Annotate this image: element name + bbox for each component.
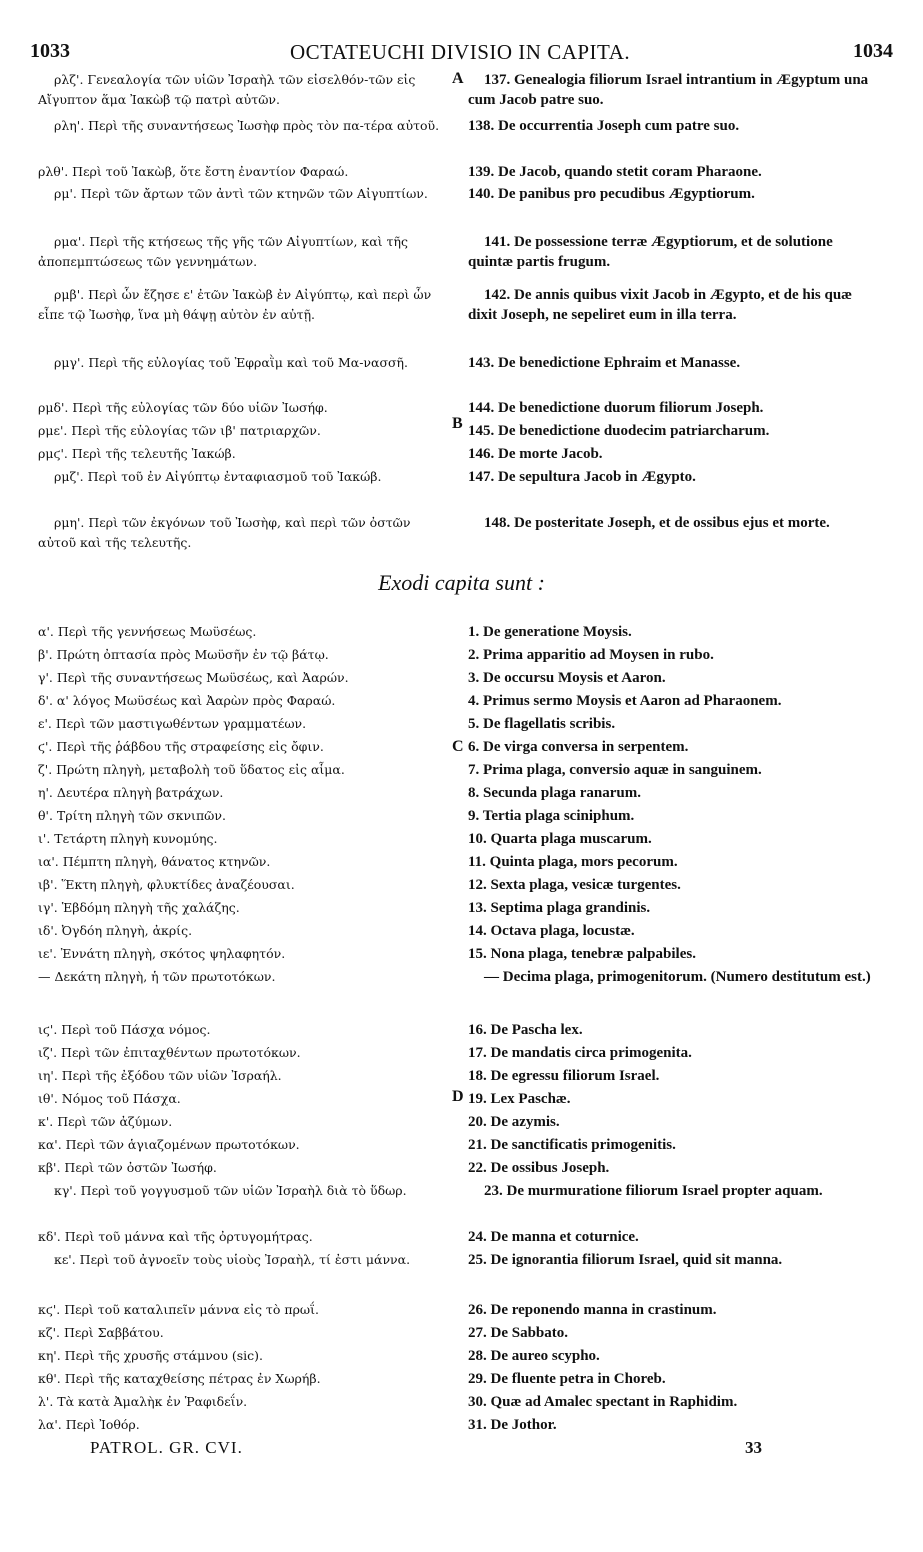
latin-entry: 5. De flagellatis scribis.	[468, 716, 616, 732]
margin-marker-b: B	[452, 415, 463, 432]
latin-entry: 144. De benedictione duorum filiorum Joseph.	[468, 400, 764, 416]
latin-entry: 2. Prima apparitio ad Moysen in rubo.	[468, 647, 714, 663]
greek-entry: κθ'. Περὶ τῆς καταχθείσης πέτρας ἐν Χωρήβ.	[38, 1371, 321, 1386]
latin-entry: 148. De posteritate Joseph, et de ossibus ejus et morte.	[484, 515, 830, 531]
latin-entry: 13. Septima plaga grandinis.	[468, 900, 651, 916]
greek-entry: ιθ'. Νόμος τοῦ Πάσχα.	[38, 1091, 181, 1106]
latin-entry: 21. De sanctificatis primogenitis.	[468, 1137, 676, 1153]
latin-entry: 23. De murmuratione filiorum Israel propter aquam.	[484, 1183, 823, 1199]
latin-entry: 30. Quæ ad Amalec spectant in Raphidim.	[468, 1394, 738, 1410]
latin-entry: 10. Quarta plaga muscarum.	[468, 831, 652, 847]
footer-series: PATROL. GR. CVI.	[90, 1438, 243, 1457]
latin-entry: 1. De generatione Moysis.	[468, 624, 632, 640]
greek-entry: ρλθ'. Περὶ τοῦ Ἰακὼβ, ὅτε ἔστη ἐναντίον Φαραώ.	[38, 164, 349, 179]
greek-entry: ια'. Πέμπτη πληγὴ, θάνατος κτηνῶν.	[38, 854, 271, 869]
greek-entry: ρμβ'. Περὶ ὧν ἔζησε ε' ἐτῶν Ἰακὼβ ἐν Αἰγύπτῳ, καὶ περὶ ὧν εἶπε τῷ Ἰωσὴφ, ἵνα μὴ θάψῃ αὐτὸν ἐν αὐτῇ.	[38, 287, 432, 322]
latin-entry: 142. De annis quibus vixit Jacob in Ægypto, et de his quæ dixit Joseph, ne sepeliret eum in illa terra.	[468, 287, 852, 323]
greek-entry: λα'. Περὶ Ἰοθόρ.	[38, 1417, 140, 1432]
greek-entry: θ'. Τρίτη πληγὴ τῶν σκνιπῶν.	[38, 808, 226, 823]
latin-entry: 137. Genealogia filiorum Israel intrantium in Ægyptum una cum Jacob patre suo.	[468, 72, 869, 108]
greek-entry: ρλζ'. Γενεαλογία τῶν υἱῶν Ἰσραὴλ τῶν εἰσελθόν-τῶν εἰς Αἴγυπτον ἅμα Ἰακὼβ τῷ πατρὶ αὐτῶν.	[38, 72, 416, 107]
latin-entry: 4. Primus sermo Moysis et Aaron ad Pharaonem.	[468, 693, 782, 709]
latin-entry: 6. De virga conversa in serpentem.	[468, 739, 689, 755]
greek-entry: δ'. α' λόγος Μωϋσέως καὶ Ἀαρὼν πρὸς Φαραώ.	[38, 693, 336, 708]
latin-entry: 15. Nona plaga, tenebræ palpabiles.	[468, 946, 696, 962]
greek-entry: ε'. Περὶ τῶν μαστιγωθέντων γραμματέων.	[38, 716, 307, 731]
greek-entry: κβ'. Περὶ τῶν ὀστῶν Ἰωσήφ.	[38, 1160, 217, 1175]
latin-entry: 28. De aureo scypho.	[468, 1348, 600, 1364]
latin-entry: 139. De Jacob, quando stetit coram Pharaone.	[468, 164, 762, 180]
greek-entry: ζ'. Πρώτη πληγὴ, μεταβολὴ τοῦ ὕδατος εἰς αἷμα.	[38, 762, 345, 777]
greek-entry: ϛ'. Περὶ τῆς ῥάβδου τῆς στραφείσης εἰς ὄφιν.	[38, 739, 324, 754]
greek-entry: ρμη'. Περὶ τῶν ἐκγόνων τοῦ Ἰωσὴφ, καὶ περὶ τῶν ὀστῶν αὐτοῦ καὶ τῆς τελευτῆς.	[38, 515, 411, 550]
latin-entry: 143. De benedictione Ephraim et Manasse.	[468, 355, 741, 371]
page-number-right: 1034	[853, 40, 893, 62]
margin-marker-c: C	[452, 738, 464, 755]
latin-entry: 18. De egressu filiorum Israel.	[468, 1068, 660, 1084]
greek-entry: κε'. Περὶ τοῦ ἀγνοεῖν τοὺς υἱοὺς Ἰσραὴλ, τί ἐστι μάννα.	[54, 1252, 411, 1267]
greek-entry: ιη'. Περὶ τῆς ἐξόδου τῶν υἱῶν Ἰσραήλ.	[38, 1068, 282, 1083]
greek-entry: ιγ'. Ἑβδόμη πληγὴ τῆς χαλάζης.	[38, 900, 240, 915]
greek-entry: ρμϛ'. Περὶ τῆς τελευτῆς Ἰακώβ.	[38, 446, 236, 461]
greek-entry: λ'. Τὰ κατὰ Ἀμαλὴκ ἐν Ῥαφιδεΐν.	[38, 1394, 248, 1409]
greek-entry: κϛ'. Περὶ τοῦ καταλιπεῖν μάννα εἰς τὸ πρωΐ.	[38, 1302, 319, 1317]
greek-entry: ρμδ'. Περὶ τῆς εὐλογίας τῶν δύο υἱῶν Ἰωσήφ.	[38, 400, 328, 415]
running-title: OCTATEUCHI DIVISIO IN CAPITA.	[290, 40, 631, 64]
greek-entry: κζ'. Περὶ Σαββάτου.	[38, 1325, 164, 1340]
latin-entry: 12. Sexta plaga, vesicæ turgentes.	[468, 877, 681, 893]
latin-entry: 147. De sepultura Jacob in Ægypto.	[468, 469, 696, 485]
greek-entry: ρμγ'. Περὶ τῆς εὐλογίας τοῦ Ἐφραῒμ καὶ τοῦ Μα-νασσῆ.	[54, 355, 409, 370]
greek-entry: α'. Περὶ τῆς γεννήσεως Μωϋσέως.	[38, 624, 257, 639]
page-header	[0, 40, 923, 68]
latin-entry: 27. De Sabbato.	[468, 1325, 569, 1341]
latin-entry: 14. Octava plaga, locustæ.	[468, 923, 635, 939]
latin-entry: 26. De reponendo manna in crastinum.	[468, 1302, 717, 1318]
margin-marker-a: A	[452, 70, 464, 87]
greek-entry: — Δεκάτη πληγὴ, ἡ τῶν πρωτοτόκων.	[38, 969, 276, 984]
greek-entry: β'. Πρώτη ὀπτασία πρὸς Μωϋσῆν ἐν τῷ βάτῳ.	[38, 647, 329, 662]
latin-entry: 3. De occursu Moysis et Aaron.	[468, 670, 666, 686]
latin-entry: 146. De morte Jacob.	[468, 446, 603, 462]
greek-entry: γ'. Περὶ τῆς συναντήσεως Μωϋσέως, καὶ Ἀαρών.	[38, 670, 349, 685]
greek-entry: ιε'. Ἐννάτη πληγὴ, σκότος ψηλαφητόν.	[38, 946, 286, 961]
greek-entry: ρμζ'. Περὶ τοῦ ἐν Αἰγύπτῳ ἐνταφιασμοῦ τοῦ Ἰακώβ.	[54, 469, 382, 484]
latin-entry: 29. De fluente petra in Choreb.	[468, 1371, 666, 1387]
latin-entry: 22. De ossibus Joseph.	[468, 1160, 610, 1176]
latin-entry: 16. De Pascha lex.	[468, 1022, 583, 1038]
latin-entry: 138. De occurrentia Joseph cum patre suo.	[468, 118, 740, 134]
latin-entry: 25. De ignorantia filiorum Israel, quid sit manna.	[468, 1252, 783, 1268]
latin-entry: 24. De manna et coturnice.	[468, 1229, 639, 1245]
latin-entry: 145. De benedictione duodecim patriarcharum.	[468, 423, 770, 439]
page-number-left: 1033	[30, 40, 70, 62]
greek-entry: ρλη'. Περὶ τῆς συναντήσεως Ἰωσὴφ πρὸς τὸν πα-τέρα αὐτοῦ.	[54, 118, 440, 133]
greek-entry: κδ'. Περὶ τοῦ μάννα καὶ τῆς ὀρτυγομήτρας.	[38, 1229, 313, 1244]
greek-entry: η'. Δευτέρα πληγὴ βατράχων.	[38, 785, 224, 800]
greek-entry: ρμ'. Περὶ τῶν ἄρτων τῶν ἀντὶ τῶν κτηνῶν τῶν Αἰγυπτίων.	[54, 186, 428, 201]
greek-entry: ιϛ'. Περὶ τοῦ Πάσχα νόμος.	[38, 1022, 211, 1037]
latin-entry: 20. De azymis.	[468, 1114, 560, 1130]
greek-entry: ιζ'. Περὶ τῶν ἐπιταχθέντων πρωτοτόκων.	[38, 1045, 301, 1060]
latin-entry: 141. De possessione terræ Ægyptiorum, et de solutione quintæ partis frugum.	[468, 234, 833, 270]
latin-entry: 140. De panibus pro pecudibus Ægyptiorum.	[468, 186, 755, 202]
latin-entry: 11. Quinta plaga, mors pecorum.	[468, 854, 678, 870]
greek-entry: ρμα'. Περὶ τῆς κτήσεως τῆς γῆς τῶν Αἰγυπτίων, καὶ τῆς ἀποπεμπτώσεως τῶν γεννημάτων.	[38, 234, 408, 269]
greek-entry: ι'. Τετάρτη πληγὴ κυνομύης.	[38, 831, 218, 846]
greek-entry: κη'. Περὶ τῆς χρυσῆς στάμνου (sic).	[38, 1348, 264, 1363]
greek-entry: ιδ'. Ὀγδόη πληγὴ, ἀκρίς.	[38, 923, 193, 938]
section-title: Exodi capita sunt :	[378, 570, 545, 595]
margin-marker-d: D	[452, 1088, 464, 1105]
latin-entry: — Decima plaga, primogenitorum. (Numero destitutum est.)	[484, 969, 871, 985]
latin-entry: 19. Lex Paschæ.	[468, 1091, 571, 1107]
greek-entry: κα'. Περὶ τῶν ἁγιαζομένων πρωτοτόκων.	[38, 1137, 300, 1152]
greek-entry: κγ'. Περὶ τοῦ γογγυσμοῦ τῶν υἱῶν Ἰσραὴλ διὰ τὸ ὕδωρ.	[54, 1183, 407, 1198]
greek-entry: κ'. Περὶ τῶν ἀζύμων.	[38, 1114, 173, 1129]
latin-entry: 8. Secunda plaga ranarum.	[468, 785, 641, 801]
latin-entry: 9. Tertia plaga sciniphum.	[468, 808, 635, 824]
latin-entry: 7. Prima plaga, conversio aquæ in sanguinem.	[468, 762, 762, 778]
latin-entry: 31. De Jothor.	[468, 1417, 557, 1433]
latin-entry: 17. De mandatis circa primogenita.	[468, 1045, 692, 1061]
footer-signature: 33	[745, 1438, 762, 1457]
greek-entry: ιβ'. Ἕκτη πληγὴ, φλυκτίδες ἀναζέουσαι.	[38, 877, 295, 892]
greek-entry: ρμε'. Περὶ τῆς εὐλογίας τῶν ιβ' πατριαρχῶν.	[38, 423, 321, 438]
